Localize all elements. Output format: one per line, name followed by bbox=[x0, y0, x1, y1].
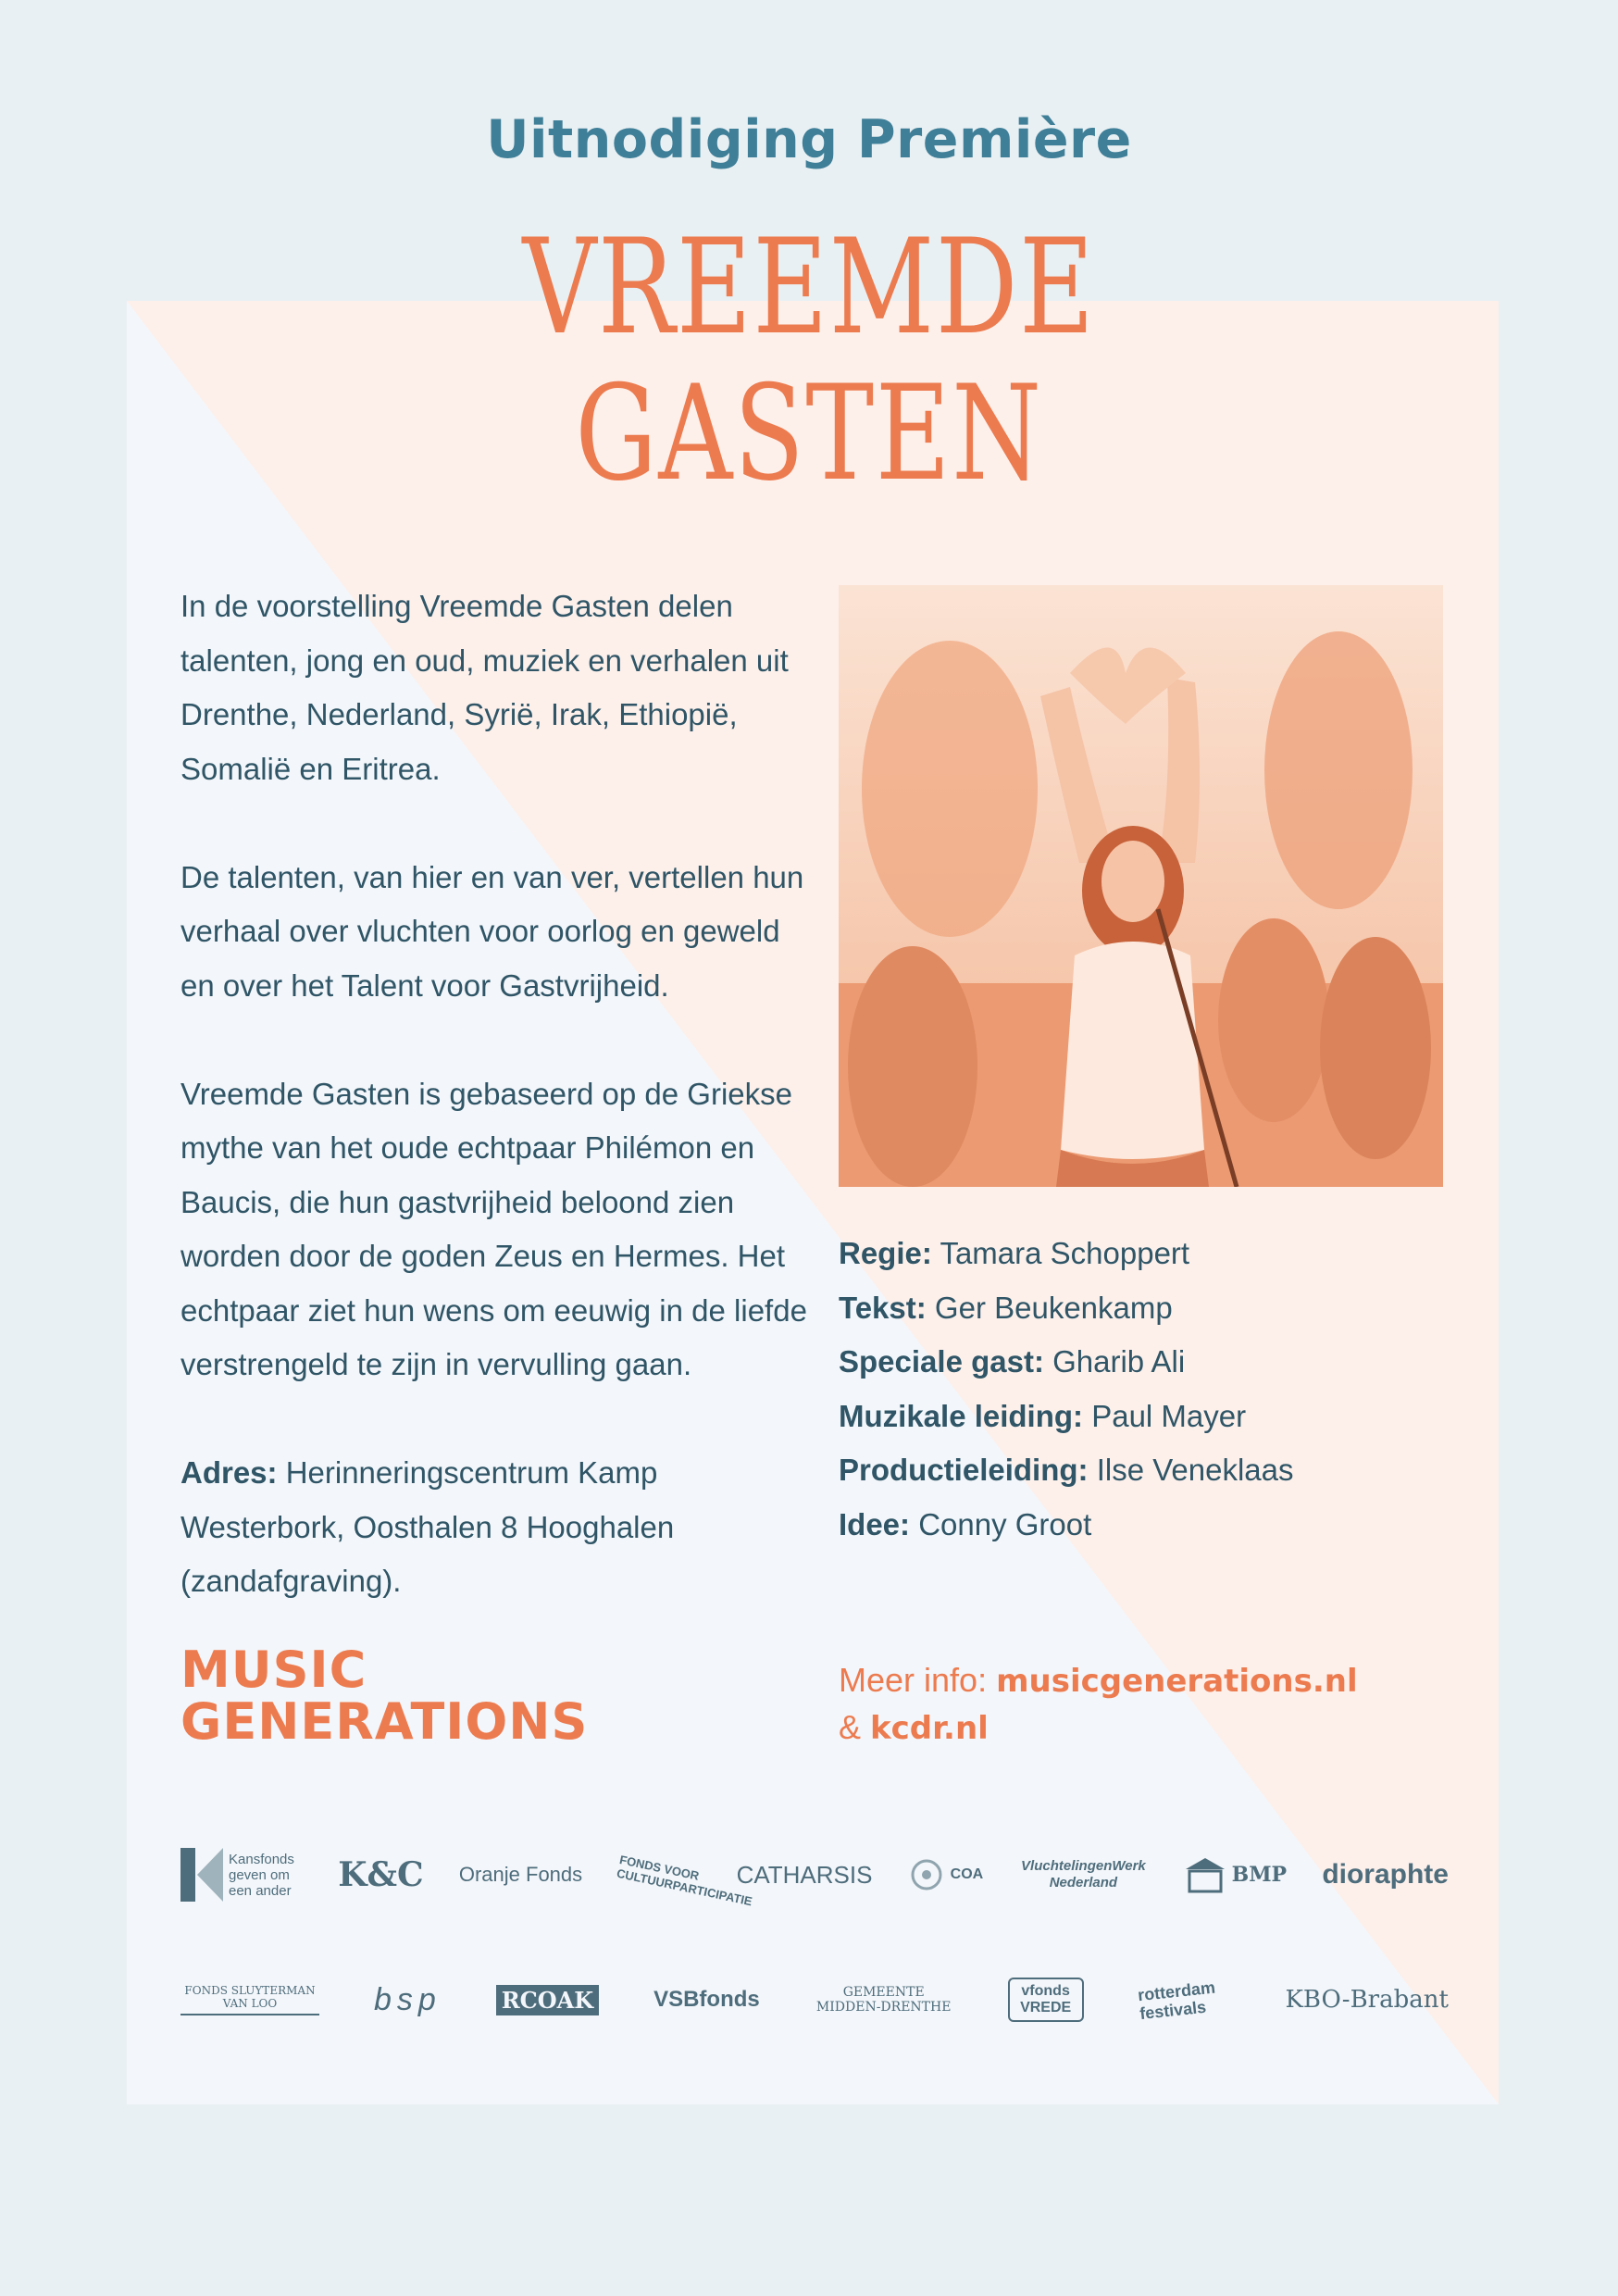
sponsor-logo bbox=[338, 1855, 423, 1894]
sponsor-name: Oranje Fonds bbox=[458, 1863, 583, 1886]
address-text: Herinneringscentrum Kamp Westerbork, Oosthalen 8 Hooghalen (zandafgraving). bbox=[180, 1455, 675, 1598]
sponsor-logo bbox=[908, 1856, 984, 1893]
bmp-building-icon bbox=[1184, 1856, 1226, 1893]
kansfonds-k-icon bbox=[180, 1848, 223, 1902]
credit-value: Ilse Veneklaas bbox=[1096, 1453, 1294, 1487]
credits-list bbox=[839, 1227, 1487, 1552]
sponsor-logo bbox=[1018, 1858, 1148, 1891]
more-info bbox=[839, 1657, 1358, 1752]
sponsor-name: FONDS SLUYTERMAN VAN LOO bbox=[180, 1984, 319, 2015]
logo-line-2: GENERATIONS bbox=[180, 1692, 589, 1751]
sponsor-logo bbox=[1184, 1856, 1288, 1893]
sponsor-logo bbox=[1136, 1978, 1231, 2024]
info-prefix: Meer info: bbox=[839, 1661, 988, 1699]
credit-label: Idee: bbox=[839, 1506, 911, 1541]
sponsor-logo bbox=[374, 1982, 442, 2018]
sponsor-name: CATHARSIS bbox=[736, 1860, 873, 1889]
sponsor-logo bbox=[737, 1861, 873, 1890]
credit-value: Tamara Schoppert bbox=[940, 1236, 1190, 1270]
address-label: Adres: bbox=[180, 1455, 278, 1490]
sponsor-name: BMP bbox=[1231, 1863, 1288, 1887]
sponsor-logo bbox=[180, 1984, 319, 2015]
sponsor-name: RCOAK bbox=[496, 1985, 599, 2015]
sponsor-name: rotterdam festivals bbox=[1136, 1978, 1216, 2024]
credit-label: Speciale gast: bbox=[839, 1344, 1044, 1379]
sponsor-name: KBO-Brabant bbox=[1285, 1986, 1449, 2014]
credit-row bbox=[839, 1227, 1487, 1281]
credit-row bbox=[839, 1390, 1487, 1444]
credit-label: Muzikale leiding: bbox=[839, 1398, 1084, 1433]
title-line-1: VREEMDE bbox=[522, 211, 1096, 364]
performer-photo bbox=[839, 585, 1443, 1187]
sponsor-logo bbox=[180, 1848, 303, 1902]
sponsor-logo bbox=[616, 1852, 754, 1909]
sponsor-name: VluchtelingenWerk Nederland bbox=[1021, 1858, 1146, 1890]
sponsor-name: GEMEENTE MIDDEN-DRENTHE bbox=[815, 1985, 952, 2015]
sponsor-name: bsp bbox=[373, 1981, 442, 2017]
sponsor-logo bbox=[815, 1985, 953, 2015]
sponsor-logo bbox=[653, 1987, 760, 2013]
credit-label: Tekst: bbox=[839, 1290, 927, 1325]
performer-photo-illustration bbox=[839, 585, 1443, 1187]
sponsor-logo bbox=[1286, 1986, 1449, 2014]
sponsor-name: Kansfonds geven om een ander bbox=[229, 1851, 294, 1899]
sponsor-logo bbox=[1008, 1978, 1084, 2022]
credit-label: Regie: bbox=[839, 1236, 932, 1270]
sponsor-name: vfonds VREDE bbox=[1008, 1978, 1084, 2022]
paragraph-myth: Vreemde Gasten is gebaseerd op de Griekse mythe van het oude echtpaar Philémon en Baucis, die hun gastvrijheid beloond zien worden door de goden Zeus en Hermes. Het echtpaar ziet hun wens om eeuwig in de liefde verstrengeld te zijn in vervulling gaan. bbox=[180, 1076, 807, 1381]
sponsor-logo bbox=[1322, 1859, 1449, 1890]
address bbox=[180, 1446, 810, 1609]
title-line-2: GASTEN bbox=[575, 357, 1043, 510]
description-column bbox=[180, 580, 810, 1663]
paragraph-intro: In de voorstelling Vreemde Gasten delen talenten, jong en oud, muziek en verhalen uit Drenthe, Nederland, Syrië, Irak, Ethiopië, Somalië en Eritrea. bbox=[180, 589, 789, 786]
credit-label: Productieleiding: bbox=[839, 1453, 1089, 1487]
paragraph-talents: De talenten, van hier en van ver, vertellen hun verhaal over vluchten voor oorlog en geweld en over het Talent voor Gastvrijheid. bbox=[180, 859, 804, 1003]
credit-row bbox=[839, 1443, 1487, 1498]
coa-flower-icon bbox=[908, 1856, 945, 1893]
link-musicgenerations[interactable]: musicgenerations.nl bbox=[996, 1663, 1358, 1700]
sponsor-name: K&C bbox=[338, 1855, 424, 1894]
kicker-heading: Uitnodiging Première bbox=[486, 109, 1132, 170]
credit-row bbox=[839, 1281, 1487, 1336]
sponsor-logo bbox=[459, 1863, 582, 1887]
sponsor-name: VSBfonds bbox=[653, 1987, 760, 2012]
music-generations-logo bbox=[180, 1641, 589, 1751]
sponsor-logos-row-1 bbox=[180, 1833, 1449, 1916]
sponsor-logo bbox=[496, 1985, 599, 2015]
main-title bbox=[178, 211, 1439, 510]
logo-line-1: MUSIC bbox=[180, 1641, 367, 1699]
credit-value: Ger Beukenkamp bbox=[934, 1290, 1173, 1325]
info-ampersand: & bbox=[839, 1708, 862, 1746]
link-kcdr[interactable]: kcdr.nl bbox=[870, 1710, 989, 1747]
credit-row bbox=[839, 1335, 1487, 1390]
credit-value: Conny Groot bbox=[918, 1506, 1092, 1541]
credit-row bbox=[839, 1498, 1487, 1553]
sponsor-name: FONDS VOOR CULTUURPARTICIPATIE bbox=[616, 1852, 754, 1909]
credit-value: Paul Mayer bbox=[1091, 1398, 1247, 1433]
credit-value: Gharib Ali bbox=[1052, 1344, 1186, 1379]
sponsor-name: COA bbox=[950, 1866, 984, 1882]
sponsor-name: dioraphte bbox=[1322, 1859, 1449, 1890]
sponsor-logos-row-2 bbox=[180, 1963, 1449, 2037]
